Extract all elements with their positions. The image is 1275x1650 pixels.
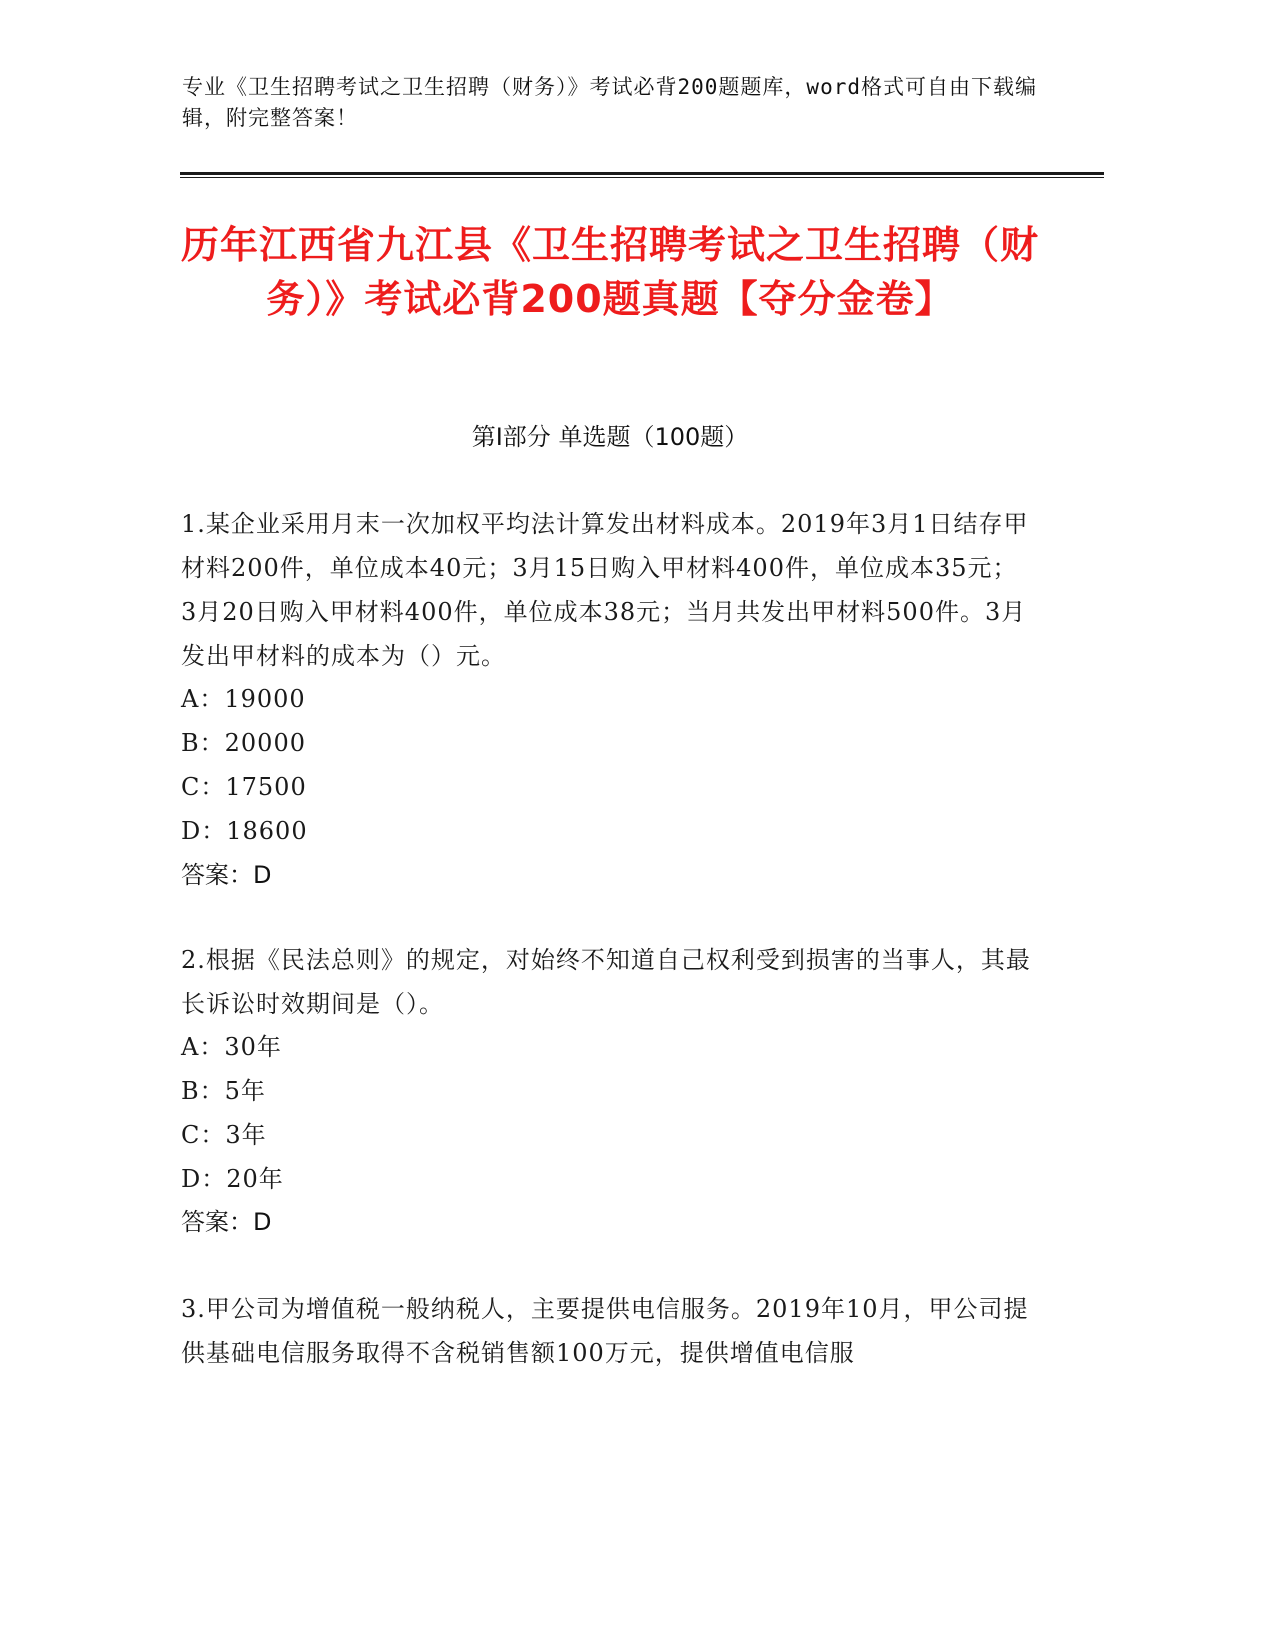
question-1-option-b: B：20000 [181, 729, 306, 757]
question-1-stem: 1.某企业采用月末一次加权平均法计算发出材料成本。2019年3月1日结存甲材料200件，单位成本40元；3月15日购入甲材料400件，单位成本35元；3月20日购入甲材料400件，单位成本38元；当月共发出甲材料500件。3月发出甲材料的成本为（）元。 [181, 510, 1029, 670]
question-1-option-d: D：18600 [181, 817, 308, 845]
question-2-option-b: B：5年 [181, 1077, 266, 1105]
question-2-answer: 答案：D [181, 1208, 272, 1236]
question-1-answer: 答案：D [181, 861, 272, 889]
question-1-option-a: A：19000 [181, 685, 306, 713]
question-1-option-c: C：17500 [181, 773, 307, 801]
question-2-option-a: A：30年 [181, 1033, 282, 1061]
question-2-option-c: C：3年 [181, 1121, 267, 1149]
section-heading: 第I部分 单选题（100题） [471, 423, 749, 451]
question-2-stem: 2.根据《民法总则》的规定，对始终不知道自己权利受到损害的当事人，其最长诉讼时效期间是（）。 [181, 946, 1031, 1018]
header-note: 专业《卫生招聘考试之卫生招聘（财务）》考试必背200题题库，word格式可自由下载编辑，附完整答案！ [182, 75, 1037, 130]
header-divider [180, 172, 1104, 175]
document-title: 历年江西省九江县《卫生招聘考试之卫生招聘（财务）》考试必背200题真题【夺分金卷】 [180, 223, 1039, 321]
header-divider-thin [180, 177, 1104, 178]
question-2-option-d: D：20年 [181, 1165, 284, 1193]
question-3-stem: 3.甲公司为增值税一般纳税人，主要提供电信服务。2019年10月，甲公司提供基础电信服务取得不含税销售额100万元，提供增值电信服 [181, 1295, 1029, 1367]
